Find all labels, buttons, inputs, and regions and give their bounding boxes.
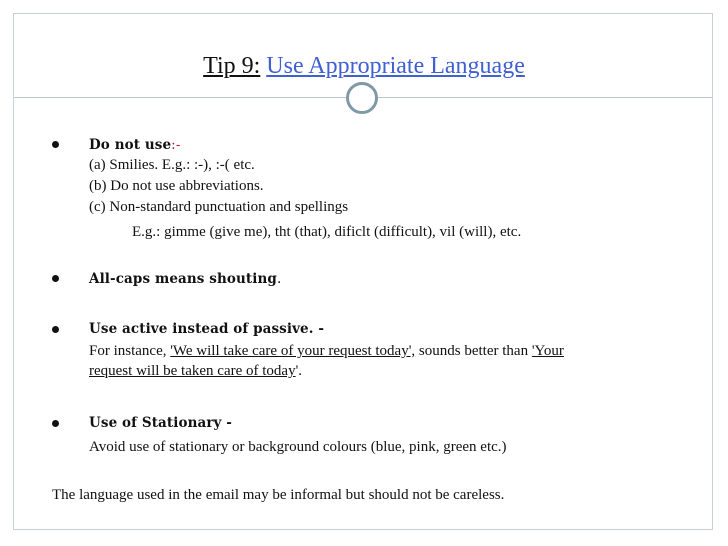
quote-passive-start: 'Your	[531, 343, 564, 359]
heading-text: Do not use	[89, 137, 172, 153]
heading-suffix: .	[276, 271, 282, 287]
quote-active: 'We will take care of your request today',	[170, 343, 416, 359]
bullet-heading-all-caps	[89, 270, 281, 288]
list-item: (c) Non-standard punctuation and spellings	[89, 199, 349, 215]
title-circle-ornament	[346, 82, 378, 114]
slide-title	[0, 52, 728, 80]
footer-note: The language used in the email may be informal but should not be careless.	[52, 487, 505, 503]
quote-passive-end: request will be taken care of today	[89, 363, 296, 379]
list-item: (b) Do not use abbreviations.	[89, 178, 264, 194]
bullet-dot	[52, 420, 59, 427]
bullet-dot	[52, 141, 59, 148]
example-line: E.g.: gimme (give me), tht (that), dificlt (difficult), vil (will), etc.	[132, 224, 522, 240]
active-voice-line-1	[89, 342, 564, 360]
title-prefix: Tip 9:	[203, 53, 261, 79]
list-item: (a) Smilies. E.g.: :-), :-( etc.	[89, 157, 255, 173]
bullet-heading-stationary: Use of Stationary -	[89, 415, 232, 431]
heading-text: All-caps means shouting	[89, 271, 277, 287]
bullet-heading-do-not-use	[89, 136, 180, 154]
text: For instance,	[89, 343, 171, 359]
bullet-heading-active-voice: Use active instead of passive. -	[89, 321, 325, 337]
bullet-dot	[52, 275, 59, 282]
heading-suffix: :-	[171, 137, 181, 153]
title-main: Use Appropriate Language	[266, 53, 525, 79]
active-voice-line-2	[89, 362, 302, 380]
bullet-dot	[52, 326, 59, 333]
text: sounds better than	[415, 343, 532, 359]
stationary-line: Avoid use of stationary or background colours (blue, pink, green etc.)	[89, 439, 507, 455]
text: '.	[295, 363, 303, 379]
